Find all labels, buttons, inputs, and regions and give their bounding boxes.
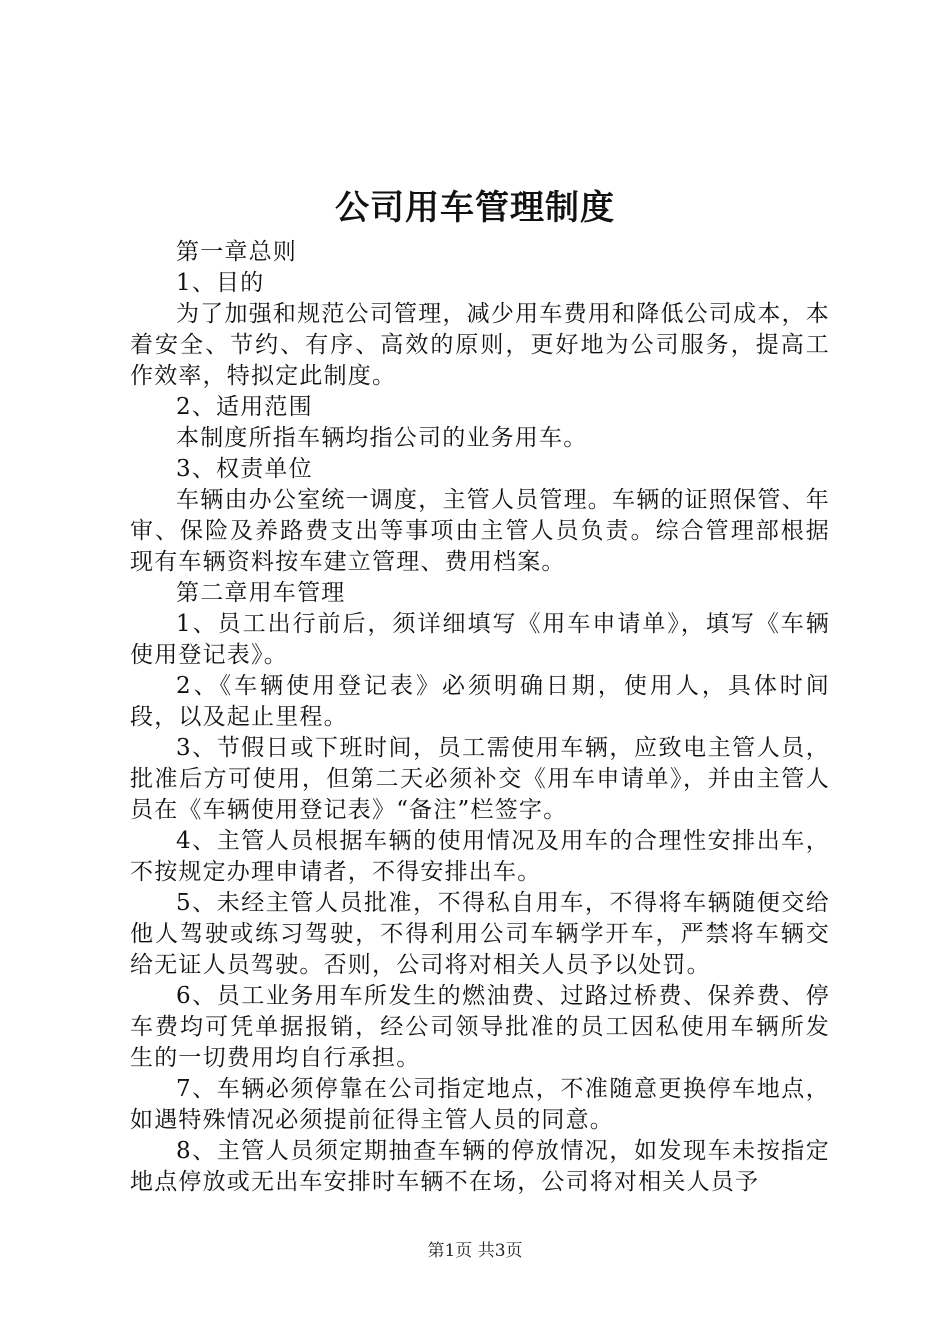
page-footer: 第1页 共3页 xyxy=(427,1241,523,1261)
paragraph-responsibility: 车辆由办公室统一调度，主管人员管理。车辆的证照保管、年审、保险及养路费支出等事项由主管人员负责。综合管理部根据现有车辆资料按车建立管理、费用档案。 xyxy=(130,487,830,575)
chapter-heading-1: 第一章总则 xyxy=(176,239,297,265)
rule-item-1: 1、员工出行前后，须详细填写《用车申请单》，填写《车辆使用登记表》。 xyxy=(130,611,830,668)
section-heading-purpose: 1、目的 xyxy=(176,270,265,296)
rule-item-5: 5、未经主管人员批准，不得私自用车，不得将车辆随便交给他人驾驶或练习驾驶，不得利用公司车辆学开车，严禁将车辆交给无证人员驾驶。否则，公司将对相关人员予以处罚。 xyxy=(130,890,830,978)
paragraph-purpose: 为了加强和规范公司管理，减少用车费用和降低公司成本，本着安全、节约、有序、高效的原则，更好地为公司服务，提高工作效率，特拟定此制度。 xyxy=(130,301,830,389)
rule-item-2: 2、《车辆使用登记表》必须明确日期，使用人，具体时间段，以及起止里程。 xyxy=(130,673,830,730)
section-heading-responsibility: 3、权责单位 xyxy=(176,456,313,482)
rule-item-6: 6、员工业务用车所发生的燃油费、过路过桥费、保养费、停车费均可凭单据报销，经公司领导批准的员工因私使用车辆所发生的一切费用均自行承担。 xyxy=(130,983,830,1071)
document-title: 公司用车管理制度 xyxy=(335,188,615,228)
section-heading-scope: 2、适用范围 xyxy=(176,394,313,420)
paragraph-scope: 本制度所指车辆均指公司的业务用车。 xyxy=(176,425,588,451)
rule-item-4: 4、主管人员根据车辆的使用情况及用车的合理性安排出车，不按规定办理申请者，不得安排出车。 xyxy=(130,828,830,885)
rule-item-3: 3、节假日或下班时间，员工需使用车辆，应致电主管人员，批准后方可使用，但第二天必须补交《用车申请单》，并由主管人员在《车辆使用登记表》“备注”栏签字。 xyxy=(130,735,830,823)
rule-item-7: 7、车辆必须停靠在公司指定地点，不准随意更换停车地点，如遇特殊情况必须提前征得主管人员的同意。 xyxy=(130,1076,830,1133)
document-body xyxy=(130,237,830,1198)
rule-item-8: 8、主管人员须定期抽查车辆的停放情况，如发现车未按指定地点停放或无出车安排时车辆不在场，公司将对相关人员予 xyxy=(130,1138,830,1195)
chapter-heading-2: 第二章用车管理 xyxy=(176,580,346,606)
